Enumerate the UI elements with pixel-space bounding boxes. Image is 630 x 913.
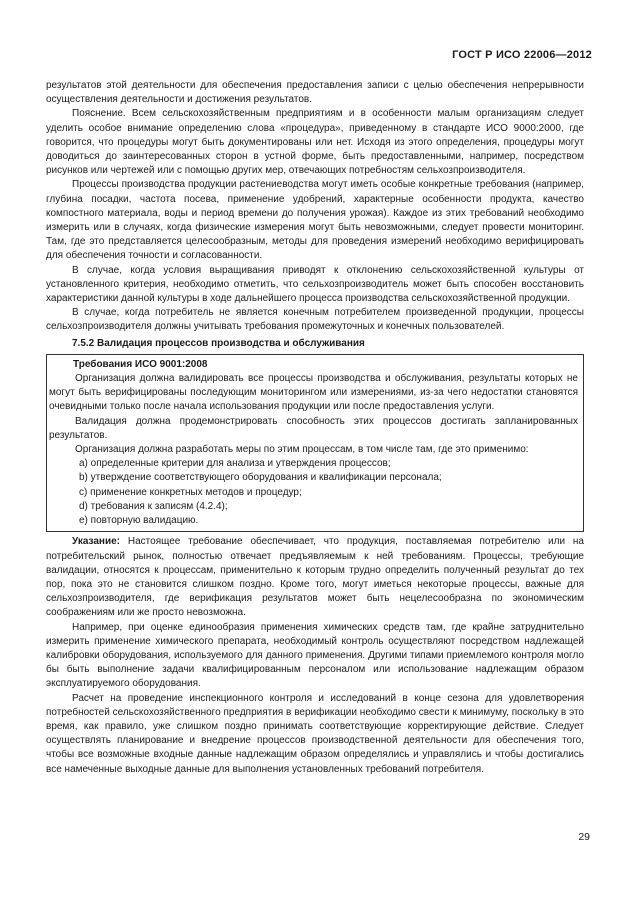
- page-content: [46, 79, 584, 777]
- requirements-paragraph: Организация должна разработать меры по этим процессам, в том числе там, где это применимо:: [75, 444, 529, 456]
- requirements-list-item: b) утверждение соответствующего оборудования и квалификации персонала;: [79, 472, 442, 484]
- body-paragraph: результатов этой деятельности для обеспечения предоставления записи с целью обеспечения непрерывности осуществления деятельности и достижения результатов.: [46, 80, 584, 106]
- guidance-label: Указание:: [72, 536, 121, 548]
- body-paragraph: Расчет на проведение инспекционного контроля и исследований в конце сезона для удовлетворения потребностей сельскохозяйственного предприятия в верификации необходимо свести к минимуму, поскольку в это время, как правило, уже слишком поздно принимать соответствующие корректирующие действие. Следует осуществлять планирование и внедрение процессов производственной деятельности для обеспечения того, чтобы все возможные входные данные надлежащим образом определялись и управлялись и чтобы достигались все намеченные выходные данные для выполнения установленных требований потребителя.: [46, 692, 584, 775]
- requirements-box-title: Требования ИСО 9001:2008: [73, 358, 208, 370]
- requirements-paragraph: Валидация должна продемонстрировать способность этих процессов достигать запланированных результатов.: [49, 415, 578, 441]
- page-number: 29: [578, 831, 590, 843]
- section-heading: 7.5.2 Валидация процессов производства и обслуживания: [72, 337, 365, 349]
- body-paragraph: В случае, когда условия выращивания приводят к отклонению сельскохозяйственной культуры от установленного критерия, необходимо отметить, что сельхозпроизводитель может быть способен восстановить характеристики данной культуры в ходе дальнейшего процесса производства сельскохозяйственной продукции.: [46, 264, 584, 305]
- requirements-list-item: c) применение конкретных методов и процедур;: [79, 486, 302, 498]
- body-paragraph: В случае, когда потребитель не является конечным потребителем произведенной продукции, процессы сельхозпроизводителя должны учитывать требования промежуточных и конечных пользователей.: [46, 307, 584, 333]
- guidance-paragraph: [46, 535, 584, 620]
- requirements-list-item: a) определенные критерии для анализа и утверждения процессов;: [79, 458, 391, 470]
- guidance-text: Настоящее требование обеспечивает, что продукция, поставляемая потребителю или на потребительский рынок, полностью отвечает предъявляемым к ней требованиям. Процессы, требующие валидации, относятся к процессам, применительно к которым трудно определить полученный результат до тех пор, пока это не становится слишком поздно. Кроме того, могут иметься некоторые процессы, важные для сельхозпроизводителя, где верификация результатов может быть нецелесообразна по экономическим соображениям или же просто невозможна.: [46, 536, 584, 619]
- requirements-list-item: d) требования к записям (4.2.4);: [79, 500, 228, 512]
- requirements-paragraph: Организация должна валидировать все процессы производства и обслуживания, результаты которых не могут быть верифицированы последующим мониторингом или измерениями, из-за чего недостатки становятся очевидными только после начала использования продукции или после предоставления услуги.: [49, 373, 578, 413]
- body-paragraph: Процессы производства продукции растениеводства могут иметь особые конкретные требования (например, глубина посадки, частота посева, применение удобрений, характерные особенности продукта, качество компостного материала, воды и период времени до получения урожая). Каждое из этих требований необходимо измерить или в случаях, когда физические измерения могут быть невозможными, следует провести мониторинг. Там, где это представляется целесообразным, методы для проведения измерений необходимо верифицировать для обеспечения точности и согласованности.: [46, 179, 584, 262]
- body-paragraph: Пояснение. Всем сельскохозяйственным предприятиям и в особенности малым организациям следует уделить особое внимание определению слова «процедура», приведенному в стандарте ИСО 9000:2000, где говорится, что процедуры могут быть документированы или нет. Исходя из этого определения, процедуры могут доводиться до заинтересованных сторон в устной форме, быть предоставленными, например, посредством рисунков или чертежей или с помощью других мер, отвечающих потребностям сельхозпроизводителя.: [46, 108, 584, 177]
- requirements-list-item: e) повторную валидацию.: [79, 515, 199, 527]
- standard-header: ГОСТ Р ИСО 22006—2012: [452, 49, 592, 61]
- body-paragraph: Например, при оценке единообразия применения химических средств там, где крайне затруднительно измерить применение химического препарата, необходимый контроль осуществляют посредством надлежащей калибровки оборудования, используемого для данного применения. Другими типами приемлемого контроля могло бы быть выполнение задачи квалифицированным персоналом или использование надлежащим образом эксплуатируемого оборудования.: [46, 621, 584, 690]
- requirements-box: [46, 354, 584, 532]
